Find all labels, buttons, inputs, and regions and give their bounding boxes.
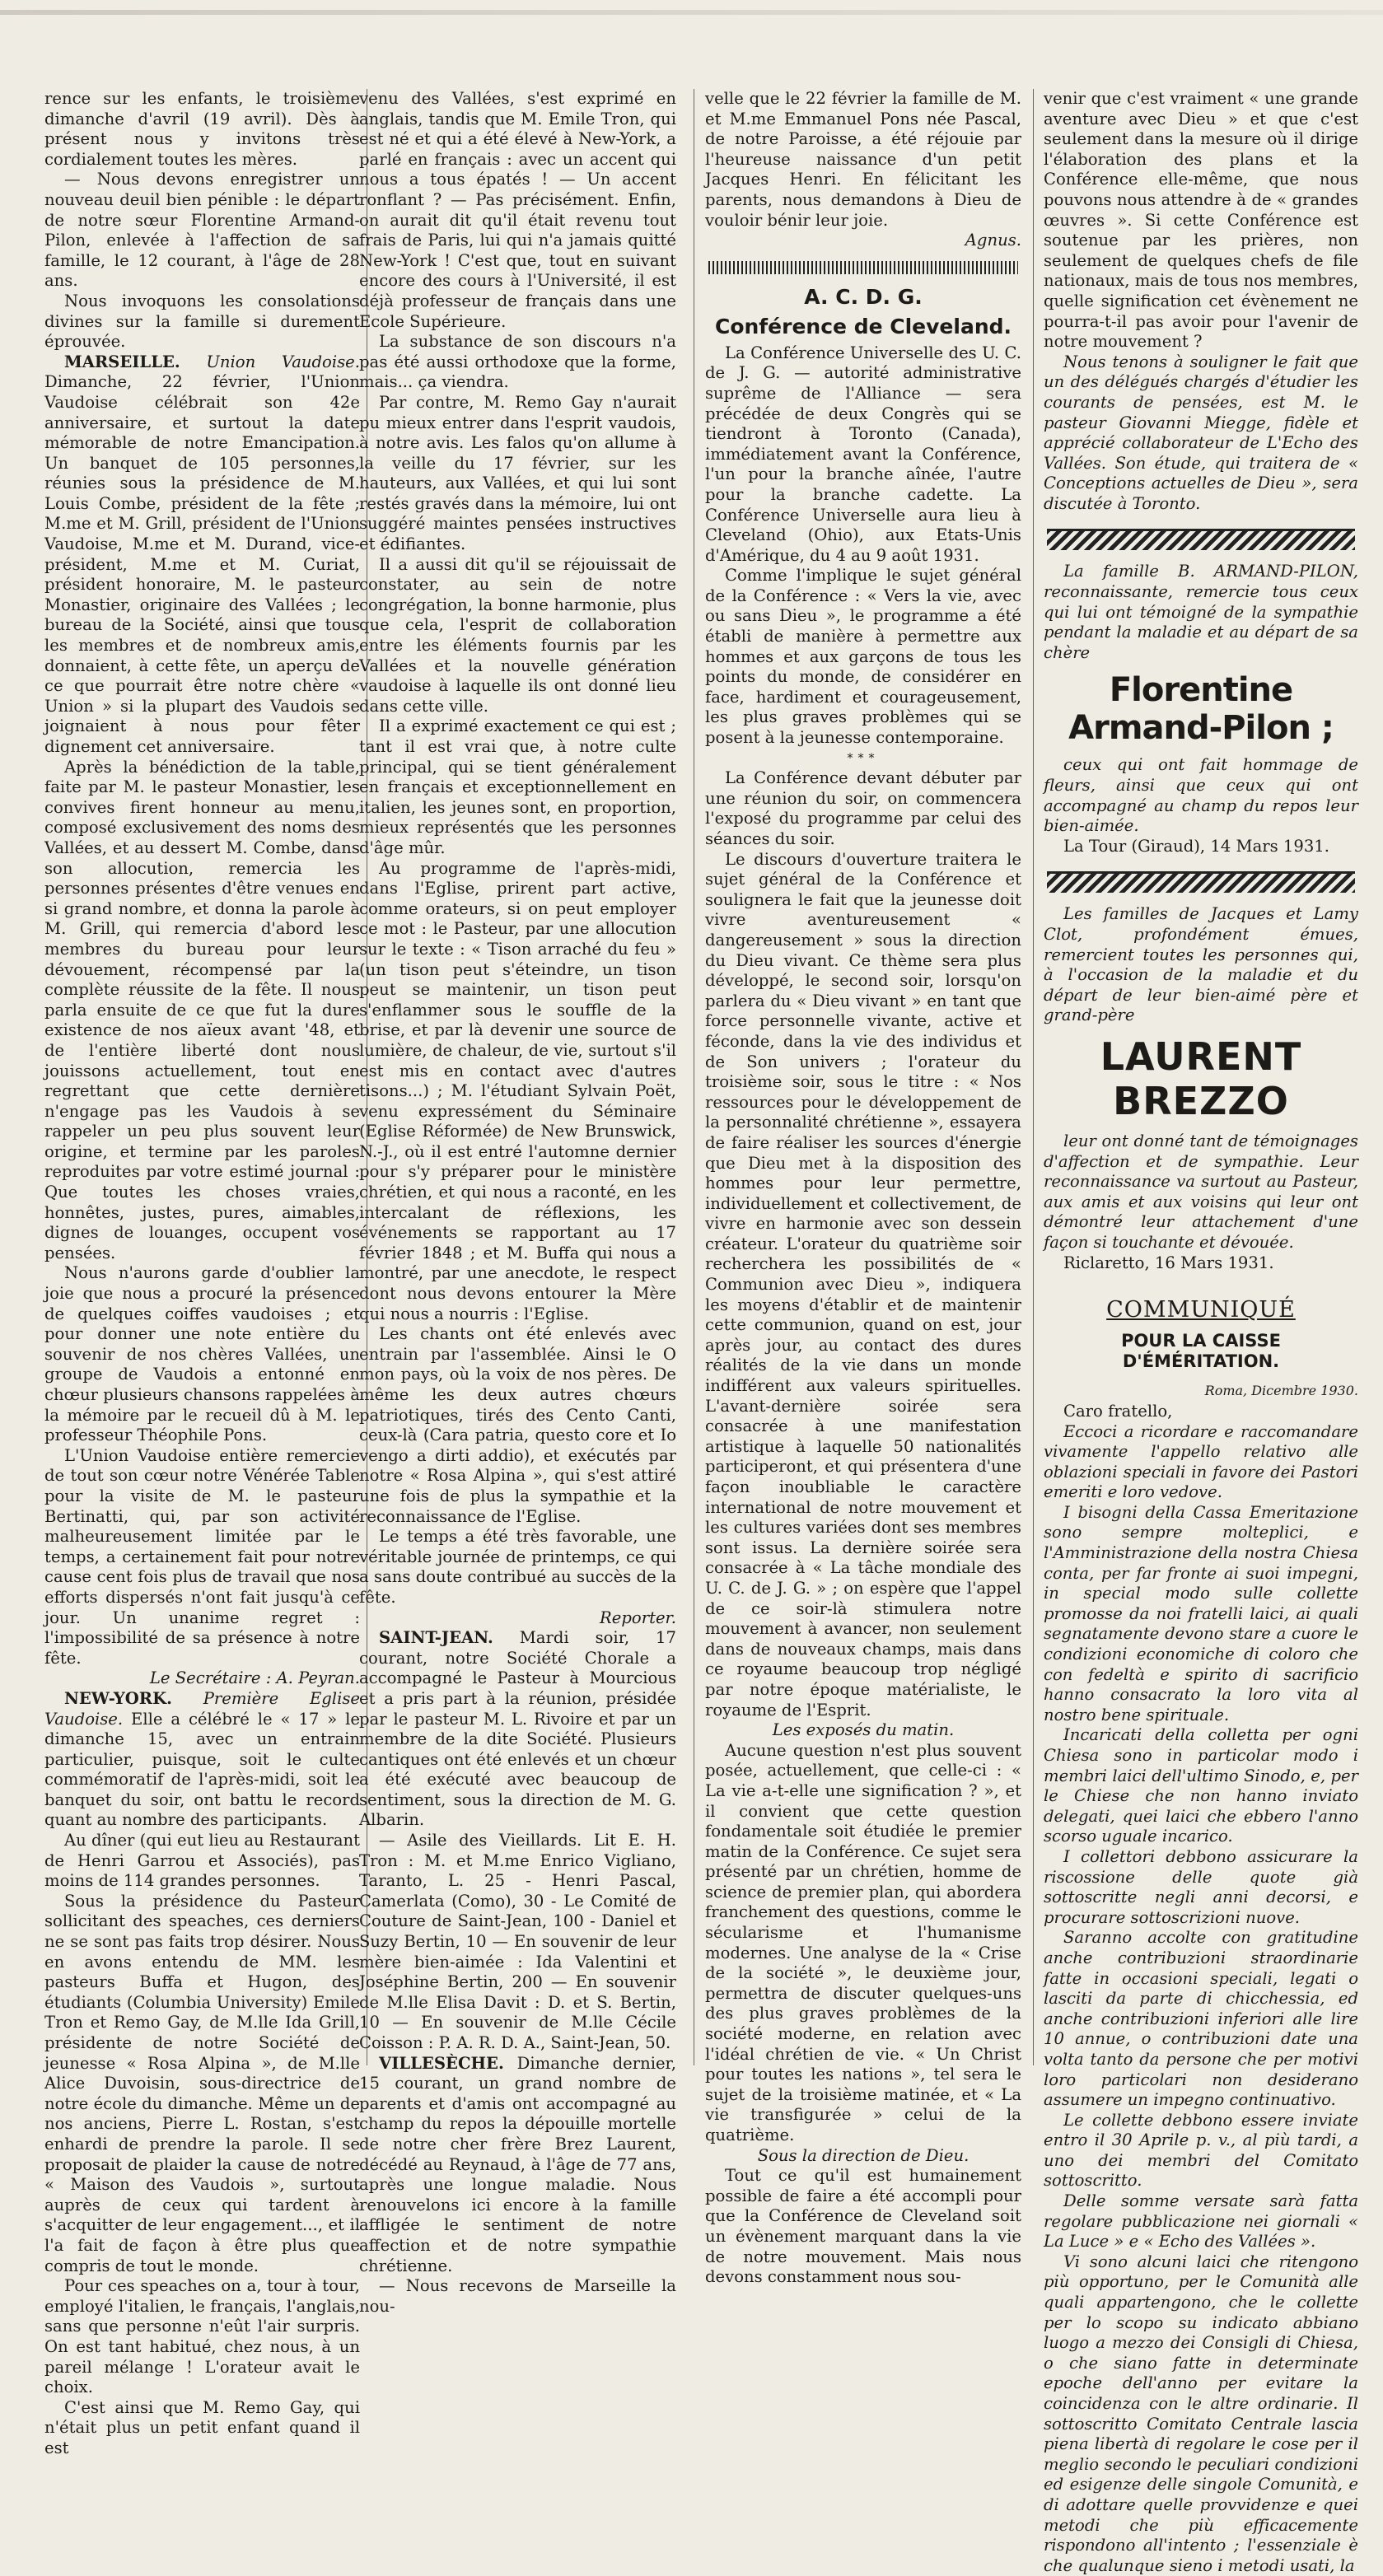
paragraph: Dimanche, 22 février, l'Union Vaudoise célébrait son 42e anniversaire, et surtout la date mémorable de notre Emancipation. Un banquet de 105 personnes, réunies sous la présidence de M. Louis Combe, président de la fête ; M.me et M. Grill, président de l'Union Vaudoise, M.me et M. Durand, vice-président, M.me et M. Curiat, président honoraire, M. le pasteur Monastier, originaire des Vallées ; le bureau de la Société, ainsi que tous les membres et de nombreux amis, donnaient, à cette fête, un aperçu de ce que pourrait être notre chère « Union » si la plupart des Vaudois se joignaient à nous pour fêter dignement cet anniversaire. <box>44 372 360 756</box>
notice-name: Florentine Armand-Pilon ; <box>1068 671 1334 748</box>
signature: Reporter. <box>600 1608 676 1627</box>
paragraph: Le temps a été très favorable, une véritable journée de printemps, ce qui a sans doute contribué au succès de la fête. <box>359 1527 676 1607</box>
communique-title: COMMUNIQUÉ <box>1106 1297 1296 1323</box>
column-4 <box>1044 89 1358 2575</box>
notice-border <box>1047 871 1355 893</box>
notice-text: ceux qui ont fait hommage de fleurs, ainsi que ceux qui ont accompagné au champ du repos leur bien-aimée. <box>1044 755 1358 836</box>
ornament-divider <box>708 261 1018 274</box>
paragraph: — Nous devons enregistrer un nouveau deuil bien pénible : le départ de notre sœur Florentine Armand-Pilon, enlevée à l'affection de sa famille, le 12 courant, à l'âge de 28 ans. <box>44 170 360 291</box>
notice-signature: La Tour (Giraud), 14 Mars 1931. <box>1063 836 1329 856</box>
paragraph: Le discours d'ouverture traitera le sujet général de la Conférence et soulignera le fait que la jeunesse doit vivre aventureusement « dangereusement » sous la direction du Dieu vivant. Ce thème sera plus développé, le second soir, lorsqu'on parlera du « Dieu vivant » en tant que force personnelle vivante, active et féconde, dans la vie des individus et de Son univers ; l'orateur du troisième soir, sous le titre : « Nos ressources pour le développement de la personnalité chrétienne », essayera de faire réaliser les sources d'énergie que Dieu met à la disposition des hommes pour leur permettre, individuellement et collectivement, de vivre en harmonie avec son dessein créateur. L'orateur du quatrième soir recherchera les possibilités de « Communion avec Dieu », indiquera les moyens d'établir et de maintenir cette communion, quand on est, jour après jour, au contact des dures réalités de la vie dans un monde indifférent aux valeurs spirituelles. L'avant-dernière soirée sera consacrée à une manifestation artistique à laquelle 50 nationalités participeront, et qui présentera d'une façon inoubliable le caractère international de notre mouvement et les cultures variées dont ses membres sont issus. La dernière soirée sera consacrée à « La tâche mondiale des U. C. de J. G. » ; on espère que l'appel de ce soir-là stimulera notre mouvement à avancer, non seulement dans de nouveaux champs, mais dans ce royaume beaucoup trop négligé par notre époque matérialiste, le royaume de l'Esprit. <box>705 849 1021 1720</box>
paragraph: venir que c'est vraiment « une grande aventure avec Dieu » et que c'est seulement dans la mesure où il dirige l'élaboration des plans et la Conférence elle-même, que nous pouvons nous attendre à de « grandes œuvres ». Si cette Conférence est soutenue par les prières, non seulement de quelques chefs de file nationaux, mais de tous nos membres, quelle signification cet évènement ne pourra-t-il pas avoir pour l'avenir de notre mouvement ? <box>1044 89 1358 352</box>
paragraph: I bisogni della Cassa Emeritazione sono sempre molteplici, e l'Amministrazione della nostra Chiesa conta, per far fronte ai suoi impegni, in special modo sulle collette promosse da noi fratelli laici, ai quali segnatamente devono stare a cuore le condizioni economiche di coloro che con fedeltà e spirito di sacrificio hanno consacrato la loro vita al nostro bene spirituale. <box>1044 1502 1358 1724</box>
paragraph: Nous n'aurons garde d'oublier la joie que nous a procuré la présence de quelques coiffes vaudoises ; et pour donner une note entière du souvenir de nos chères Vallées, un groupe de Vaudois a entonné en chœur plusieurs chansons rappelées à la mémoire par le recueil dû à M. le professeur Théophile Pons. <box>44 1263 360 1445</box>
paragraph: Après la bénédiction de la table, faite par M. le pasteur Monastier, les convives firent honneur au menu, composé exclusivement des noms des Vallées, et au dessert M. Combe, dans son allocution, remercia les personnes présentes d'être venues en si grand nombre, et donna la parole à M. Grill, qui remercia d'abord les membres du bureau pour leur dévouement, récompensé par la complète réussite de la fête. Il nous parla ensuite de ce que fut la dure existence de nos aïeux avant '48, et de l'entière liberté dont nous jouissons actuellement, tout en regrettant que cette dernière n'engage pas les Vaudois à se rappeler un peu plus souvent leur origine, et termine par les paroles reproduites par votre estimé journal : Que toutes les choses vraies, honnêtes, justes, pures, aimables, dignes de louanges, occupent vos pensées. <box>44 757 360 1262</box>
column-3 <box>705 89 1021 2287</box>
section-subheading: Première Eglise Vaudoise. <box>44 1688 360 1729</box>
saintjean-section <box>359 1628 676 1831</box>
paragraph: Par contre, M. Remo Gay n'aurait pu mieux entrer dans l'esprit vaudois, à notre avis. Les falos qu'on allume à la veille du 17 février, sur les hauteurs, aux Vallées, et qui lui sont restés gravés dans la mémoire, lui ont suggéré maintes pensées instructives et édifiantes. <box>359 392 676 554</box>
paragraph: Eccoci a ricordare e raccomandare vivamente l'appello relativo alle oblazioni speciali in favore dei Pastori emeriti e loro vedove. <box>1044 1421 1358 1502</box>
paragraph: L'Union Vaudoise entière remercie de tout son cœur notre Vénérée Table pour la visite de M. le pasteur Bertinatti, qui, par son activité malheureusement limitée par le temps, a certainement fait pour notre cause cent fois plus de travail que nos efforts dispersés n'ont fait jusqu'à ce jour. Un unanime regret : l'impossibilité de sa présence à notre fête. <box>44 1445 360 1668</box>
column-rule <box>1033 89 1034 2065</box>
paragraph: Nous tenons à souligner le fait que un des délégués chargés d'étudier les courants de pensées, est M. le pasteur Giovanni Miegge, fidèle et apprécié collaborateur de L'Echo des Vallées. Son étude, qui traitera de « Conceptions actuelles de Dieu », sera discutée à Toronto. <box>1044 352 1358 513</box>
signature: Le Secrétaire : A. Peyran. <box>149 1668 360 1688</box>
paragraph: Au dîner (qui eut lieu au Restaurant de Henri Garrou et Associés), pas moins de 114 grandes personnes. <box>44 1831 360 1891</box>
notice-name: LAURENT BREZZO <box>1100 1034 1302 1123</box>
paragraph: velle que le 22 février la famille de M. et M.me Emmanuel Pons née Pascal, de notre Paroisse, a été réjouie par l'heureuse naissance d'un petit Jacques Henri. En félicitant les parents, nous demandons à Dieu de vouloir bénir leur joie. <box>705 89 1021 230</box>
paragraph: Incaricati della colletta per ogni Chiesa sono in particolar modo i membri laici dell'ultimo Sinodo, e, per le Chiese che non hanno inviato delegati, quei laici che ebbero l'anno scorso uguale incarico. <box>1044 1725 1358 1846</box>
paragraph: Saranno accolte con gratitudine anche contribuzioni straordinarie fatte in occasioni speciali, legati o lasciti da parte di chicchessia, ed anche contribuzioni inferiori alle lire 10 annue, o contribuzioni date una volta tanto da persone che per motivi loro particolari non desiderano assumere un impegno continuativo. <box>1044 1928 1358 2110</box>
paragraph: La Conférence Universelle des U. C. de J. G. — autorité administrative suprême de l'Alliance — sera précédée de deux Congrès qui se tiendront à Toronto (Canada), immédiatement avant la Conférence, l'un pour la branche aînée, l'autre pour la branche cadette. La Conférence Universelle aura lieu à Cleveland (Ohio), aux Etats-Unis d'Amérique, du 4 au 9 août 1931. <box>705 343 1021 565</box>
paragraph: Elle a célébré le « 17 » le dimanche 15, avec un entrain particulier, puisque, soit le culte commémoratif de l'après-midi, soit le banquet du soir, ont battu le record quant au nombre des participants. <box>44 1709 361 1830</box>
paragraph: La substance de son discours n'a pas été aussi orthodoxe que la forme, mais... ça viendra. <box>359 332 676 392</box>
subheading: Sous la direction de Dieu. <box>757 2145 970 2165</box>
paragraph: I collettori debbono assicurare la riscossione delle quote già sottoscritte negli anni decorsi, e procurare sottoscrizioni nuove. <box>1044 1846 1358 1927</box>
paragraph: Aucune question n'est plus souvent posée, actuellement, que celle-ci : « La vie a-t-elle une signification ? », et il convient que cette question fondamentale soit étudiée le premier matin de la Conférence. Ce sujet sera présenté par un chrétien, homme de science de premier plan, qui abordera franchement des questions, comme le sécularisme et l'humanisme modernes. Une analyse de la « Crise de la société », le deuxième jour, permettra de discuter quelques-uns des plus graves problèmes de la société moderne, en relation avec l'idéal chrétien de vie. « Un Christ pour toutes les nations », tel sera le sujet de la troisième matinée, et « La vie transfigurée » celui de la quatrième. <box>705 1740 1021 2144</box>
section-subheading: Union Vaudoise. <box>206 352 360 371</box>
notice-text: leur ont donné tant de témoignages d'affection et de sympathie. Leur reconnaissance va surtout au Pasteur, aux amis et aux voisins qui leur ont démontré leur attachement d'une façon si touchante et dévouée. <box>1044 1131 1358 1252</box>
marseille-section <box>44 352 360 758</box>
villeseche-section <box>359 2054 676 2277</box>
article-heading: A. C. D. G. <box>804 284 923 309</box>
newyork-section <box>44 1689 360 1831</box>
column-1 <box>44 89 361 2457</box>
asterism: *** <box>847 751 880 765</box>
paragraph: La Conférence devant débuter par une réunion du soir, on commencera l'exposé du programme par celui des séances du soir. <box>705 768 1021 848</box>
section-heading: NEW-YORK. <box>64 1688 172 1708</box>
paragraph: rence sur les enfants, le troisième dimanche d'avril (19 avril). Dès à présent nous y invitons très cordialement toutes les mères. <box>44 89 360 169</box>
paragraph: Pour ces speaches on a, tour à tour, employé l'italien, le français, l'anglais, sans que personne n'eût l'air surpris. On est tant habitué, chez nous, à un pareil mélange ! L'orateur avait le choix. <box>44 2276 360 2397</box>
paragraph: Le collette debbono essere inviate entro il 30 Aprile p. v., al più tardi, a uno dei membri del Comitato sottoscritto. <box>1044 2110 1358 2191</box>
article-title: Conférence de Cleveland. <box>714 314 1012 338</box>
section-heading: MARSEILLE. <box>64 352 180 371</box>
paragraph: Vi sono alcuni laici che ritengono più opportuno, per le Comunità alle quali appartengono, che le collette per lo scopo su indicato abbiano luogo a mezzo dei Consigli di Chiesa, o che siano fatte in determinate epoche dell'anno per evitare la coincidenza con le altre ordinarie. Il sottoscritto Comitato Centrale lascia piena libertà di regolare le cose per il meglio secondo le peculiari condizioni ed esigenze delle singole Comunità, e di adottare quelle provvidenze e quei metodi che più efficacemente rispondono all'intento ; l'essenziale è che qualunque sieno i metodi usati, la <box>1044 2252 1358 2575</box>
notice-signature: Riclaretto, 16 Mars 1931. <box>1063 1253 1274 1272</box>
section-heading: SAINT-JEAN. <box>379 1628 493 1648</box>
column-2 <box>359 89 676 2316</box>
section-heading: VILLESÈCHE. <box>379 2053 504 2073</box>
paragraph: venu des Vallées, s'est exprimé en anglais, tandis que M. Emile Tron, qui est né et qui a été élevé à New-York, a parlé en français : avec un accent qui nous a tous épatés ! — Un accent ronflant ? — Pas précisément. Enfin, on aurait dit qu'il était revenu tout frais de Paris, lui qui n'a jamais quitté New-York ! C'est que, tout en suivant encore des cours à l'Université, il est déjà professeur de français dans une Ecole Supérieure. <box>359 89 676 331</box>
paragraph: Mardi soir, 17 courant, notre Société Chorale a accompagné le Pasteur à Mourcious et a pris part à la réunion, présidée par le pasteur M. L. Rivoire et par un membre de la dite Société. Plusieurs cantiques ont été enlevés et un chœur a été exécuté avec beaucoup de sentiment, sous la direction de M. G. Albarin. <box>359 1628 676 1830</box>
paragraph: Sous la présidence du Pasteur sollicitant des speaches, ces derniers ne se sont pas faits trop désirer. Nous en avons entendu de MM. les pasteurs Buffa et Hugon, des étudiants (Columbia University) Emile Tron et Remo Gay, de M.lle Ida Grill, présidente de notre Société de jeunesse « Rosa Alpina », de M.lle Alice Duvoisin, sous-directrice de notre école du dimanche. Même un de nos anciens, Pierre L. Rostan, s'est enhardi de prendre la parole. Il se proposait de plaider la cause de notre « Maison des Vaudois », surtout auprès de ceux qui tardent à s'acquitter de leur engagement..., et il l'a fait de façon à être plus que compris de tout le monde. <box>44 1891 360 2275</box>
paragraph: Dimanche dernier, 15 courant, un grand nombre de parents et d'amis ont accompagné au champ du repos la dépouille mortelle de notre cher frère Brez Laurent, décédé au Reynaud, à l'âge de 77 ans, après une longue maladie. Nous renouvelons ici encore à la famille affligée le sentiment de notre affection et de notre sympathie chrétienne. <box>359 2053 676 2275</box>
notice-border <box>1047 529 1355 550</box>
paragraph: Au programme de l'après-midi, dans l'Eglise, prirent part active, comme orateurs, si on peut employer ce mot : le Pasteur, par une allocution sur le texte : « Tison arraché du feu » (un tison peut s'éteindre, un tison peut se maintenir, un tison peut s'enflammer sous le souffle de la brise, et par là devenir une source de lumière, de chaleur, de vie, surtout s'il est mis en contact avec d'autres tisons...) ; M. l'étudiant Sylvain Poët, venu expressément du Séminaire (Eglise Réformée) de New Brunswick, N.-J., où il est entré l'automne dernier pour s'y préparer pour le ministère chrétien, et qui nous a raconté, en les intercalant de réflexions, les événements se rapportant au 17 février 1848 ; et M. Buffa qui nous a montré, par une anecdote, le respect dont nous devons entourer la Mère qui nous a nourris : l'Eglise. <box>359 858 676 1323</box>
paragraph: Delle somme versate sarà fatta regolare pubblicazione nei giornali « La Luce » e « Echo des Vallées ». <box>1044 2191 1358 2252</box>
notice-text: La famille B. ARMAND-PILON, reconnaissante, remercie tous ceux qui lui ont témoigné de la sympathie pendant la maladie et au départ de sa chère <box>1044 562 1358 662</box>
communique-date: Roma, Dicembre 1930. <box>1204 1383 1358 1399</box>
paragraph: C'est ainsi que M. Remo Gay, qui n'était plus un petit enfant quand il est <box>44 2397 360 2457</box>
paragraph: Il a aussi dit qu'il se réjouissait de constater, au sein de notre congrégation, la bonne harmonie, plus que cela, l'esprit de collaboration entre les éléments fournis par les Vallées et la nouvelle génération vaudoise à laquelle ils ont donné lieu dans cette ville. <box>359 554 676 716</box>
paragraph: Nous invoquons les consolations divines sur la famille si durement éprouvée. <box>44 291 360 352</box>
paragraph: — Nous recevons de Marseille la nou- <box>359 2276 676 2316</box>
communique-subtitle: POUR LA CAISSE D'ÉMÉRITATION. <box>1121 1331 1281 1371</box>
page-top-edge <box>0 10 1383 15</box>
communique-greeting: Caro fratello, <box>1063 1401 1173 1421</box>
signature: Agnus. <box>965 231 1021 250</box>
paragraph: — Asile des Vieillards. Lit E. H. Tron : M. et M.me Enrico Vigliano, Taranto, L. 25 - Henri Pascal, Camerlata (Como), 30 - Le Comité de Couture de Saint-Jean, 100 - Daniel et Suzy Bertin, 10 — En souvenir de leur mère bien-aimée : Ida Valentini et Joséphine Bertin, 200 — En souvenir de M.lle Elisa Davit : D. et S. Bertin, 10 — En souvenir de M.lle Cécile Coisson : P. A. R. D. A., Saint-Jean, 50. <box>359 1831 676 2052</box>
subheading: Les exposés du matin. <box>772 1720 955 1740</box>
notice-text: Les familles de Jacques et Lamy Clot, profondément émues, remercient toutes les personnes qui, à l'occasion de la maladie et du départ de leur bien-aimé père et grand-père <box>1044 904 1358 1025</box>
paragraph: Comme l'implique le sujet général de la Conférence : « Vers la vie, avec ou sans Dieu », le programme a été établi de manière à permettre aux hommes et aux garçons de tous les points du monde, de considérer en face, hardiment et courageusement, les plus graves problèmes qui se posent à la jeunesse contemporaine. <box>705 566 1021 748</box>
paragraph: Il a exprimé exactement ce qui est ; tant il est vrai que, à notre culte principal, qui se tient généralement en français et exceptionnellement en italien, les jeunes sont, en proportion, mieux représentés que les personnes d'âge mûr. <box>359 716 676 857</box>
paragraph: Tout ce qu'il est humainement possible de faire a été accompli pour que la Conférence de Cleveland soit un évènement marquant dans la vie de notre mouvement. Mais nous devons constamment nous sou- <box>705 2166 1021 2287</box>
paragraph: Les chants ont été enlevés avec entrain par l'assemblée. Ainsi le O mon pays, où la voix de nos pères. De même les deux autres chœurs patriotiques, tirés des Cento Canti, ceux-là (Cara patria, questo core et Io vengo a dirti addio), et exécutés par notre « Rosa Alpina », qui s'est attiré une fois de plus la sympathie et la reconnaissance de l'Eglise. <box>359 1324 676 1526</box>
